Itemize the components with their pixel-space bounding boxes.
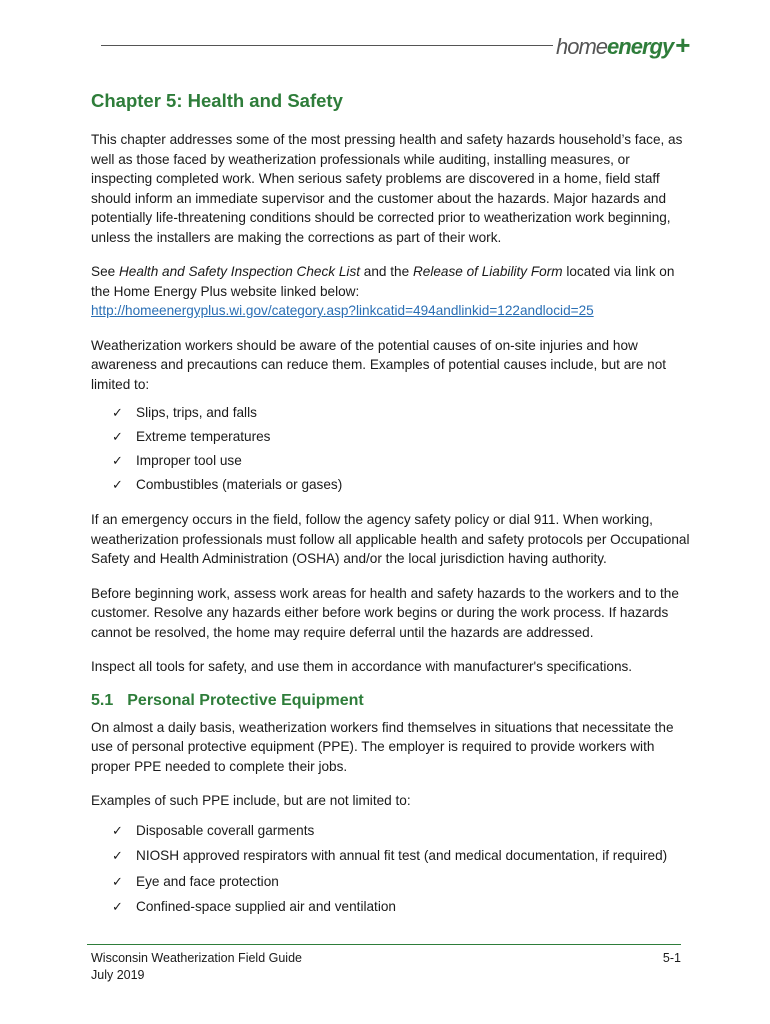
ppe-paragraph: On almost a daily basis, weatherization workers find themselves in situations that necessitate the use of personal protective equipment (PPE). The employer is required to provide workers with proper PPE needed to complete their jobs. [91,719,674,774]
assess-paragraph: Before beginning work, assess work areas for health and safety hazards to the workers and to the customer. Resolve any hazards either before work begins or during the work process. If hazards cannot be resolved, the home may require deferral until the hazards are addressed. [91,585,679,640]
list-item-text: Slips, trips, and falls [136,405,257,420]
injury-causes-list [91,401,691,497]
liability-doc-name: Release of Liability Form [412,264,563,279]
list-item [112,869,691,895]
checkmark-icon: ✓ [112,405,123,420]
header-rule [101,45,553,46]
see-post: located via link on the Home Energy Plus website linked below: [91,264,675,299]
list-item-text: NIOSH approved respirators with annual fit test (and medical documentation, if required) [136,848,668,863]
list-item-text: Improper tool use [136,453,242,468]
home-energy-plus-logo [556,30,690,60]
footer-date: July 2019 [91,968,145,982]
see-pre: See [91,264,119,279]
page-footer [91,950,681,984]
list-item [112,818,691,844]
inspect-paragraph: Inspect all tools for safety, and use them in accordance with manufacturer's specifications. [91,659,633,674]
list-item [112,449,691,473]
checkmark-icon: ✓ [112,873,123,889]
checkmark-icon: ✓ [112,453,123,468]
see-paragraph [91,262,691,321]
list-item [112,843,691,869]
logo-home-text: home [556,34,608,59]
injury-paragraph: Weatherization workers should be aware of the potential causes of on-site injuries and how awareness and precautions can reduce them. Examples of potential causes include, but are not limited to: [91,337,667,392]
page-number: 5-1 [662,951,681,965]
section-number: 5.1 [91,691,114,709]
logo-plus-icon: + [675,30,691,60]
list-item-text: Eye and face protection [136,873,279,889]
intro-paragraph: This chapter addresses some of the most pressing health and safety hazards household’s face, as well as those faced by weatherization professionals while auditing, installing measures, or inspecting completed work. When serious safety problems are discovered in a home, field staff should inform an immediate supervisor and the customer about the hazards. Major hazards and potentially life-threatening conditions should be corrected prior to weatherization work beginning, unless the installers are making the corrections as part of their work. [91,132,683,245]
logo-energy-text: energy [607,34,674,59]
ppe-list [91,818,691,920]
emergency-paragraph: If an emergency occurs in the field, follow the agency safety policy or dial 911. When working, weatherization professionals must follow all applicable health and safety protocols per Occupational Safety and Health Administration (OSHA) and/or the local jurisdiction having authority. [91,512,690,566]
home-energy-plus-link[interactable]: http://homeenergyplus.wi.gov/category.asp?linkcatid=494andlinkid=122andlocid=25 [91,303,594,318]
footer-rule [87,944,681,945]
list-item [112,401,691,425]
list-item-text: Combustibles (materials or gases) [136,477,343,492]
list-item-text: Disposable coverall garments [136,822,315,838]
ppe-examples-paragraph: Examples of such PPE include, but are not limited to: [91,793,411,808]
list-item [112,473,691,497]
checkmark-icon: ✓ [112,429,123,444]
list-item-text: Extreme temperatures [136,429,271,444]
list-item-text: Confined-space supplied air and ventilation [136,899,396,914]
checkmark-icon: ✓ [112,899,123,914]
section-heading [91,692,691,710]
list-item [112,894,691,920]
see-mid: and the [360,264,413,279]
page-content [91,90,691,933]
list-item [112,425,691,449]
section-title: Personal Protective Equipment [127,691,364,709]
footer-guide-title: Wisconsin Weatherization Field Guide [91,951,302,965]
checkmark-icon: ✓ [112,848,123,863]
chapter-title: Chapter 5: Health and Safety [91,90,343,111]
checklist-doc-name: Health and Safety Inspection Check List [118,264,361,279]
checkmark-icon: ✓ [112,822,123,838]
checkmark-icon: ✓ [112,477,123,492]
